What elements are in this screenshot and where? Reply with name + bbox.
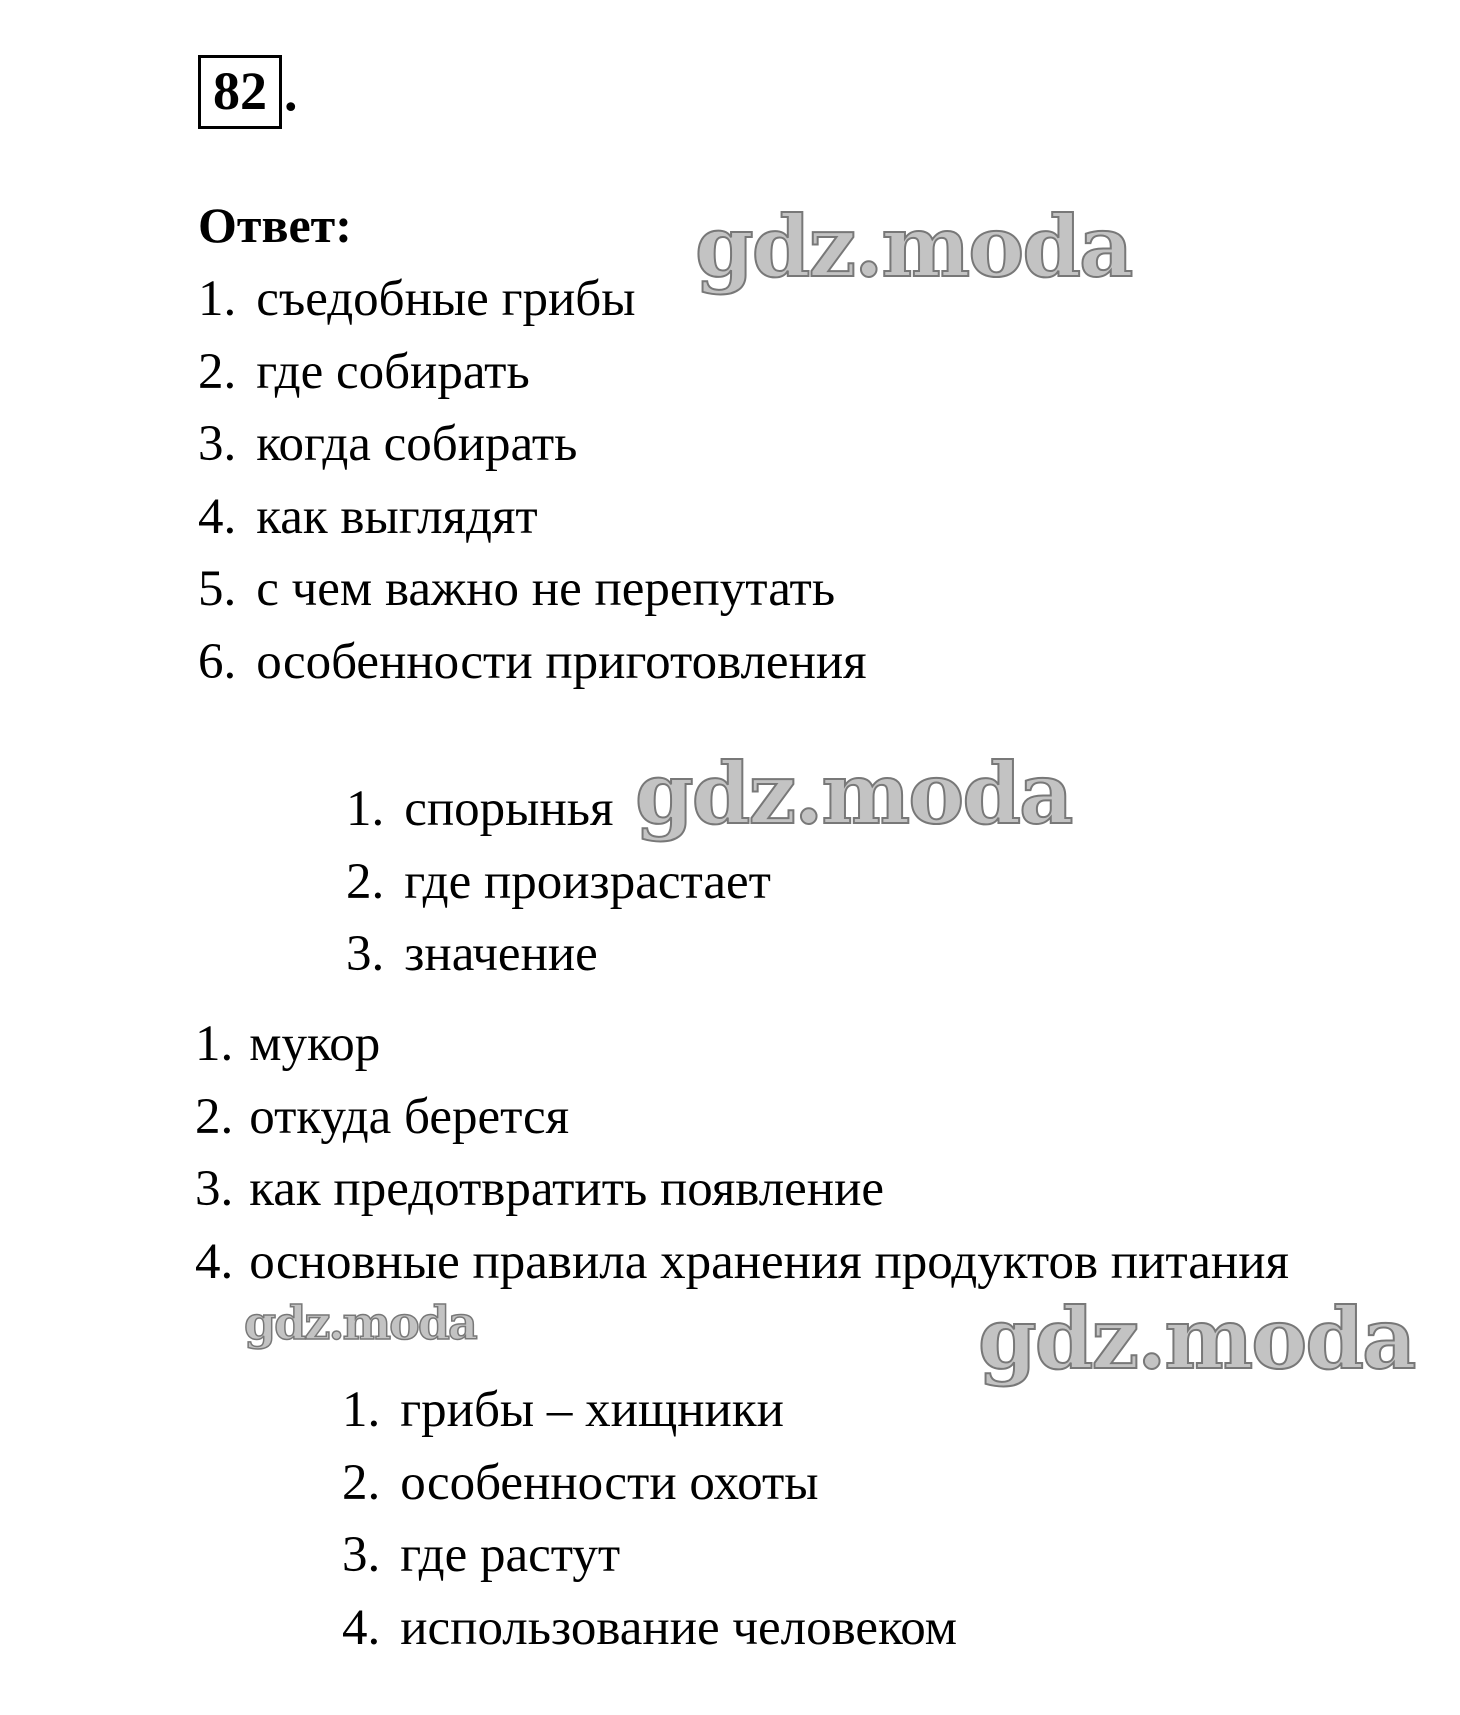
item-text: с чем важно не перепутать [256,561,836,617]
item-number: 3. [346,926,385,982]
item-text: где растут [400,1527,621,1583]
watermark: gdz.moda [244,1296,476,1350]
item-text: когда собирать [256,416,578,472]
list-item [346,846,771,919]
list-item [198,408,867,481]
list-item [195,1153,1289,1226]
item-number: 1. [342,1382,381,1438]
item-text: где собирать [256,343,530,400]
list-item [195,1226,1289,1299]
item-number: 1. [195,1016,234,1072]
list-predatory-fungi [342,1374,957,1664]
watermark: gdz.moda [978,1289,1415,1388]
list-item [198,481,867,554]
item-number: 1. [346,781,385,837]
item-text: грибы – хищники [400,1382,784,1438]
list-item [198,263,867,336]
item-number: 4. [198,488,237,545]
item-text: спорынья [404,781,614,837]
item-text: как предотвратить появление [249,1161,885,1217]
list-item [342,1519,957,1592]
answer-label: Ответ: [198,197,352,253]
watermark: gdz.moda [635,744,1072,843]
task-number [198,55,298,129]
task-number-dot: . [284,62,298,122]
item-number: 5. [198,561,237,617]
list-item [195,1008,1289,1081]
list-edible-mushrooms [198,263,867,698]
list-item [346,918,771,991]
item-text: использование человеком [400,1599,958,1656]
list-item [342,1447,957,1520]
item-text: основные правила хранения продуктов питания [249,1233,1289,1290]
item-text: где произрастает [404,853,771,910]
item-text: откуда берется [249,1088,570,1145]
item-number: 6. [198,633,237,690]
list-ergot [346,773,771,991]
item-number: 2. [198,343,237,400]
list-item [198,336,867,409]
item-number: 1. [198,271,237,327]
task-number-box: 82 [198,55,282,129]
item-text: особенности приготовления [256,633,867,690]
item-text: съедобные грибы [256,271,636,327]
list-item [346,773,771,846]
list-item [195,1081,1289,1154]
list-mucor [195,1008,1289,1298]
item-number: 2. [195,1088,234,1145]
item-text: значение [404,926,598,982]
list-item [342,1592,957,1665]
item-number: 3. [198,416,237,472]
item-number: 4. [195,1233,234,1290]
item-number: 2. [342,1454,381,1511]
item-text: особенности охоты [400,1454,819,1511]
list-item [342,1374,957,1447]
list-item [198,626,867,699]
list-item [198,553,867,626]
item-number: 2. [346,853,385,910]
item-text: мукор [249,1016,381,1072]
item-number: 3. [195,1161,234,1217]
watermark: gdz.moda [695,197,1132,296]
item-text: как выглядят [256,488,538,545]
item-number: 3. [342,1527,381,1583]
item-number: 4. [342,1599,381,1656]
